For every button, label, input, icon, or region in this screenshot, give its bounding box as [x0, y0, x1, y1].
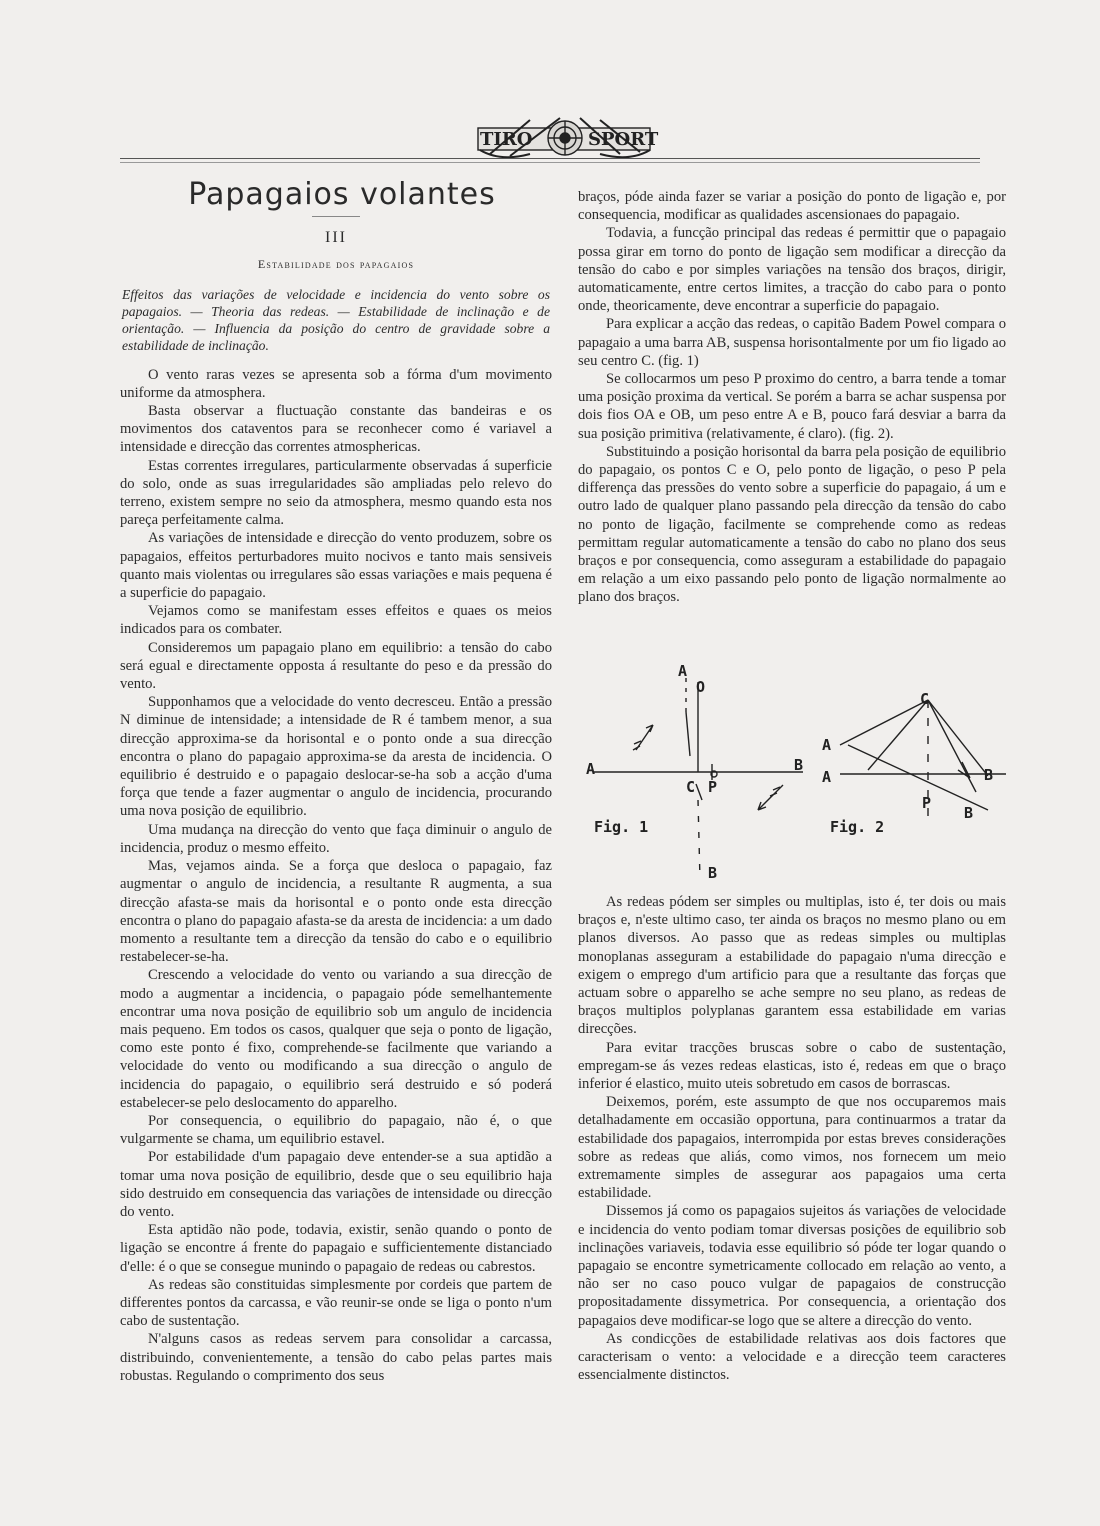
fig1-label-o: O — [696, 678, 706, 696]
masthead-rule-thin — [120, 162, 980, 163]
paragraph: Uma mudança na direcção do vento que faça diminuir o angulo de incidencia, produz o mesmo effeito. — [120, 821, 552, 856]
figures — [578, 650, 1008, 890]
paragraph: O vento raras vezes se apresenta sob a fórma d'um movimento uniforme da atmosphera. — [120, 366, 552, 401]
paragraph: Supponhamos que a velocidade do vento decresceu. Então a pressão N diminue de intensidade; a intensidade de R é tambem menor, a sua direcção approxima-se da horisontal e o ponto onde a sua direcção encontra o plano do papagaio approxima-se da aresta de incidencia. O equilibrio é destruido e o papagaio deslocar-se-ha sob a acção d'uma força que tende a fazer augmentar o angulo de incidencia, procurando uma nova posição de equilibrio. — [120, 694, 552, 820]
fig1-label-p: P — [708, 778, 718, 796]
left-column — [120, 177, 552, 1385]
svg-text:SPORT: SPORT — [588, 129, 659, 150]
paragraph: Por estabilidade d'um papagaio deve entender-se a sua aptidão a tomar uma nova posição de equilibrio, desde que o seu equilibrio haja sido destruido em consequencia das variações de intensidade ou direcção do vento. — [120, 1149, 552, 1220]
right-top-paragraphs — [578, 188, 1006, 607]
paragraph: As condicções de estabilidade relativas aos dois factores que caracterisam o vento: a velocidade e a direcção teem caracteres essencialmente distinctos. — [578, 1330, 1006, 1384]
paragraph: As redeas pódem ser simples ou multiplas, isto é, ter dois ou mais braços e, n'este ultimo caso, ter ainda os braços no mesmo plano ou em planos diversos. Ao passo que as redeas simples ou multiplas monoplanas asseguram a estabilidade do papagaio n'uma direcção e exigem o emprego d'um artificio para que a resultante das forças que actuam sobre o apparelho se ache sempre no seu plano, as redeas de braços multiplos polyplanas garantem essa estabilidade em varias direcções. — [578, 894, 1006, 1038]
fig1-label-a-left: A — [586, 760, 596, 778]
paragraph: Todavia, a funcção principal das redeas é permittir que o papagaio possa girar em torno do ponto de ligação sem modificar a direcção da tensão do cabo e por simples variações na tensão dos braços, dirigir, automaticamente, entre certos limites, a tracção do cabo para o ponto onde, theoricamente, deve encontrar a superficie do papagaio. — [578, 225, 1006, 315]
fig2-label-p: P — [922, 794, 932, 812]
paragraph: Estas correntes irregulares, particularmente observadas á superficie do solo, onde as suas irregularidades são ampliadas pelo relevo do terreno, existem sempre no seio da atmosphera, mesmo quando esta nos pareça perfeitamente calma. — [120, 457, 552, 529]
title-divider — [312, 216, 360, 217]
paragraph: N'alguns casos as redeas servem para consolidar a carcassa, distribuindo, convenientemente, a tensão do cabo pelas partes mais robustas. Regulando o comprimento dos seus — [120, 1331, 552, 1384]
paragraph: Para explicar a acção das redeas, o capitão Badem Powel compara o papagaio a uma barra AB, suspensa horisontalmente por um fio ligado ao seu centro C. (fig. 1) — [578, 316, 1006, 369]
right-column-bottom — [578, 893, 1006, 1384]
paragraph: Substituindo a posição horisontal da barra pela posição de equilibrio do papagaio, os pontos C e O, pelo ponto de ligação, o peso P pela differença das pressões do vento sobre a superficie do papagaio, á um e outro lado de qualquer plano passando pela direcção da tensão do cabo no ponto de ligação, facilmente se comprehende como as redeas permittam regular automaticamente a tensão do cabo no plano dos seus braços e por consequencia, como asseguram a estabilidade do papagaio em relação a um eixo passando pelo ponto de ligação normalmente ao plano dos braços. — [578, 443, 1006, 606]
fig1-label-b-bottom: B — [708, 864, 718, 882]
fig1-label-a-top: A — [678, 662, 688, 680]
paragraph: As variações de intensidade e direcção do vento produzem, sobre os papagaios, effeitos perturbadores muito nocivos e tanto mais sensiveis quanto mais violentas ou irregulares são essas variações e mais pequena é a superficie do papagaio. — [120, 530, 552, 602]
paragraph: braços, póde ainda fazer se variar a posição do ponto de ligação e, por consequencia, modificar as qualidades ascensionaes do papagaio. — [578, 189, 1006, 224]
article-title: Papagaios volantes — [188, 177, 496, 212]
section-number: III — [325, 229, 347, 247]
fig2-caption: Fig. 2 — [830, 818, 885, 836]
fig2-label-a-lower: A — [822, 768, 832, 786]
fig1-label-c: C — [686, 778, 696, 796]
fig2-label-b-upper: B — [984, 766, 994, 784]
paragraph: Por consequencia, o equilibrio do papagaio, não é, o que vulgarmente se chama, um equilibrio estavel. — [120, 1112, 552, 1148]
article-summary: Effeitos das variações de velocidade e incidencia do vento sobre os papagaios. — Theoria das redeas. — Estabilidade de inclinação e de orientação. — Influencia da posição do centro de gravidade sobre a estabilidade de inclinação. — [122, 286, 550, 353]
paragraph: Consideremos um papagaio plano em equilibrio: a tensão do cabo será egual e directamente opposta á resultante do peso e da pressão do vento. — [120, 639, 552, 693]
figure-1 — [593, 678, 803, 880]
right-bottom-paragraphs — [578, 893, 1006, 1384]
paragraph: Vejamos como se manifestam esses effeitos e quaes os meios indicados para os combater. — [120, 603, 552, 638]
paragraph: Basta observar a fluctuação constante das bandeiras e os movimentos dos cataventos para se reconhecer como é variavel a intensidade e direcção das correntes atmosphericas. — [120, 403, 552, 456]
fig2-label-a-upper: A — [822, 736, 832, 754]
masthead-rule — [120, 158, 980, 159]
paragraph: Mas, vejamos ainda. Se a força que desloca o papagaio, faz augmentar o angulo de incidencia, a resultante R augmenta, a sua direcção afasta-se mais da horisontal e o ponto onde esta direcção encontra o plano do papagaio afasta-se da aresta de incidencia: a um dado momento a resultante tem a direcção da tensão do cabo e o equilibrio restabelecer-se-ha. — [120, 858, 552, 966]
section-heading: Estabilidade dos papagaios — [257, 257, 415, 272]
paragraph: Dissemos já como os papagaios sujeitos ás variações de velocidade e incidencia do vento podiam tomar diversas posições de equilibrio sob inclinações variaveis, todavia esse equilibrio só póde ter logar quando o papagaio se encontre symetricamente collocado em relação ao vento, a não ser no caso pouco vulgar de papagaios de construcção propositadamente dissymetrica. Por consequencia, a orientação dos papagaios deve modificar-se logo que se altere a direcção do vento. — [578, 1203, 1006, 1329]
paragraph: Crescendo a velocidade do vento ou variando a sua direcção de modo a augmentar a incidencia, o papagaio póde semelhantemente encontrar uma nova posição de equilibrio sob um angulo de incidencia mais pequeno. Em todos os casos, qualquer que seja o ponto de ligação, como este ponto é fixo, comprehende-se facilmente que variando a velocidade do vento ou modificando a sua direcção o angulo de incidencia do papagaio, o equilibrio será destruido e só poderá estabelecer-se pelo deslocamento do apparelho. — [120, 967, 552, 1111]
paragraph: Deixemos, porém, este assumpto de que nos occuparemos mais detalhadamente em occasião opportuna, para continuarmos a tratar da estabilidade dos papagaios, interrompida por estas breves considerações sobre as redeas que aliás, como vimos, nos fornecem um meio extremamente simples de assegurar aos papagaios uma certa estabilidade. — [578, 1094, 1006, 1202]
paragraph: Para evitar tracções bruscas sobre o cabo de sustentação, empregam-se ás vezes redeas elasticas, isto é, redeas em que o braço inferior é elastico, muito uteis sobretudo em casos de borrascas. — [578, 1039, 1006, 1093]
paragraph: Se collocarmos um peso P proximo do centro, a barra tende a tomar uma posição proxima da vertical. Se porém a barra se achar suspensa por dois fios OA e OB, um peso entre A e B, pouco fará desviar a barra da sua posição primitiva (relativamente, é claro). (fig. 2). — [578, 371, 1006, 442]
fig2-label-c: C — [920, 690, 930, 708]
right-column-top — [578, 188, 1006, 607]
left-paragraphs — [120, 366, 552, 1385]
paragraph: As redeas são constituidas simplesmente por cordeis que partem de differentes pontos da carcassa, e vão reunir-se onde se liga o ponto n'um cabo de sustentação. — [120, 1276, 552, 1330]
fig2-label-b-lower: B — [964, 804, 974, 822]
fig1-label-b-right: B — [794, 756, 804, 774]
paragraph: Esta aptidão não pode, todavia, existir, senão quando o ponto de ligação se encontre á frente do papagaio e sufficientemente distanciado d'elle: é o que se consegue munindo o papagaio de redeas ou cabrestos. — [120, 1222, 552, 1275]
svg-text:TIRO: TIRO — [480, 129, 533, 150]
fig1-caption: Fig. 1 — [594, 818, 649, 836]
